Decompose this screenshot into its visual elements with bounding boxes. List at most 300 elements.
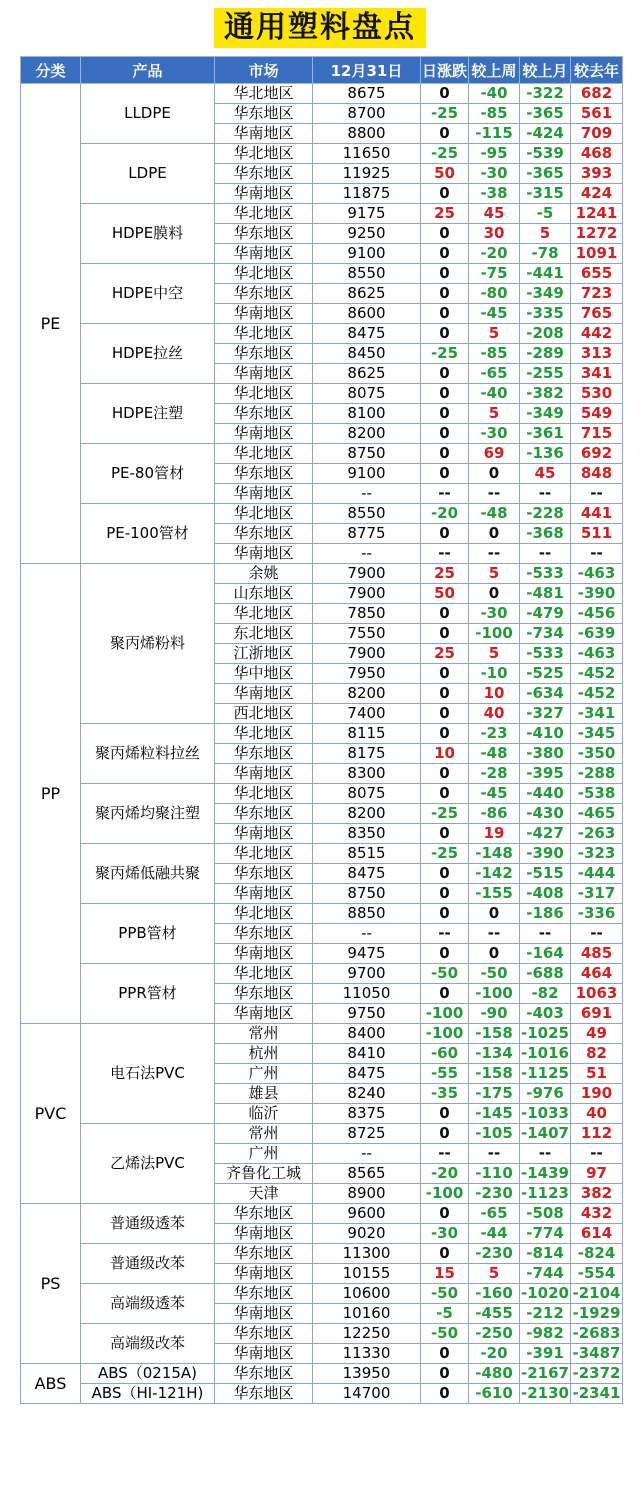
daily-change-cell: 0 <box>421 364 469 384</box>
market-cell: 常州 <box>215 1024 313 1044</box>
market-cell: 华东地区 <box>215 924 313 944</box>
price-cell: 8750 <box>313 444 421 464</box>
price-cell: 8675 <box>313 84 421 104</box>
daily-change-cell: 0 <box>421 664 469 684</box>
vs-last-month-cell: -395 <box>520 764 571 784</box>
daily-change-cell: 50 <box>421 164 469 184</box>
daily-change-cell: 0 <box>421 124 469 144</box>
table-row <box>21 844 623 864</box>
vs-last-year-cell: 313 <box>571 344 623 364</box>
vs-last-year-cell: -538 <box>571 784 623 804</box>
product-cell: 聚丙烯粒料拉丝 <box>81 724 215 784</box>
table-row <box>21 504 623 524</box>
vs-last-week-cell: 5 <box>469 564 520 584</box>
vs-last-month-cell: -508 <box>520 1204 571 1224</box>
price-cell: 9250 <box>313 224 421 244</box>
price-cell: 8475 <box>313 864 421 884</box>
vs-last-week-cell: -20 <box>469 244 520 264</box>
vs-last-year-cell: 49 <box>571 1024 623 1044</box>
vs-last-week-cell: -158 <box>469 1024 520 1044</box>
table-row <box>21 964 623 984</box>
price-cell: 8565 <box>313 1164 421 1184</box>
product-cell: ABS（HI-121H) <box>81 1384 215 1404</box>
daily-change-cell: -- <box>421 1144 469 1164</box>
price-cell: 8100 <box>313 404 421 424</box>
market-cell: 华北地区 <box>215 904 313 924</box>
daily-change-cell: -100 <box>421 1004 469 1024</box>
price-cell: 9175 <box>313 204 421 224</box>
vs-last-month-cell: -- <box>520 484 571 504</box>
table-row <box>21 204 623 224</box>
market-cell: 华南地区 <box>215 944 313 964</box>
vs-last-month-cell: -255 <box>520 364 571 384</box>
vs-last-month-cell: -1125 <box>521 1064 569 1082</box>
vs-last-week-cell: -65 <box>469 364 520 384</box>
daily-change-cell: 0 <box>421 404 469 424</box>
vs-last-month-cell: -335 <box>520 304 571 324</box>
vs-last-month-cell: -774 <box>520 1224 571 1244</box>
vs-last-month-cell: -1123 <box>521 1184 569 1202</box>
daily-change-cell: 0 <box>421 384 469 404</box>
price-cell: 8600 <box>313 304 421 324</box>
vs-last-month-cell: -136 <box>520 444 571 464</box>
daily-change-cell: -25 <box>421 844 469 864</box>
market-cell: 华北地区 <box>215 724 313 744</box>
vs-last-year-cell: -1929 <box>571 1304 623 1324</box>
market-cell: 华东地区 <box>215 1244 313 1264</box>
vs-last-week-cell: 0 <box>469 584 520 604</box>
price-cell: 14700 <box>313 1384 421 1404</box>
price-cell: -- <box>313 924 421 944</box>
price-cell: 11330 <box>313 1344 421 1364</box>
vs-last-month-cell: -365 <box>520 164 571 184</box>
table-row <box>21 1384 623 1404</box>
vs-last-week-cell: -230 <box>469 1244 520 1264</box>
market-cell: 华南地区 <box>215 1004 313 1024</box>
daily-change-cell: 10 <box>421 744 469 764</box>
vs-last-year-cell: 723 <box>571 284 623 304</box>
vs-last-year-cell: 190 <box>571 1084 623 1104</box>
price-cell: 13950 <box>313 1364 421 1384</box>
daily-change-cell: 0 <box>421 1364 469 1384</box>
daily-change-cell: 25 <box>421 204 469 224</box>
vs-last-year-cell: 432 <box>571 1204 623 1224</box>
price-cell: 8115 <box>313 724 421 744</box>
vs-last-week-cell: -145 <box>469 1104 520 1124</box>
vs-last-month-cell: -2130 <box>521 1384 569 1402</box>
table-row <box>21 84 623 104</box>
vs-last-year-cell: -263 <box>571 824 623 844</box>
vs-last-year-cell: -341 <box>571 704 623 724</box>
market-cell: 华南地区 <box>215 764 313 784</box>
vs-last-week-cell: -30 <box>469 604 520 624</box>
header-vs-last-year: 较去年 <box>571 57 623 84</box>
category-cell: PE <box>21 84 81 564</box>
page-title: 通用塑料盘点 <box>214 8 426 48</box>
vs-last-week-cell: -85 <box>469 344 520 364</box>
vs-last-week-cell: -65 <box>469 1204 520 1224</box>
vs-last-month-cell: -479 <box>520 604 571 624</box>
vs-last-month-cell: -533 <box>520 564 571 584</box>
vs-last-year-cell: 112 <box>571 1124 623 1144</box>
price-cell: 11050 <box>313 984 421 1004</box>
vs-last-week-cell: -610 <box>469 1384 520 1404</box>
daily-change-cell: 0 <box>421 764 469 784</box>
vs-last-year-cell: -2341 <box>571 1384 623 1404</box>
vs-last-week-cell: 0 <box>469 524 520 544</box>
vs-last-year-cell: 442 <box>571 324 623 344</box>
vs-last-week-cell: -115 <box>469 124 520 144</box>
price-cell: 8475 <box>313 1064 421 1084</box>
title-bar <box>0 0 640 56</box>
price-cell: 11925 <box>313 164 421 184</box>
table-row <box>21 784 623 804</box>
daily-change-cell: 0 <box>421 824 469 844</box>
daily-change-cell: -20 <box>421 504 469 524</box>
product-cell: 乙烯法PVC <box>81 1124 215 1204</box>
market-cell: 华南地区 <box>215 484 313 504</box>
price-cell: 8200 <box>313 684 421 704</box>
daily-change-cell: -25 <box>421 104 469 124</box>
price-cell: 10160 <box>313 1304 421 1324</box>
market-cell: 华南地区 <box>215 1264 313 1284</box>
price-cell: 8075 <box>313 784 421 804</box>
vs-last-year-cell: -554 <box>571 1264 623 1284</box>
daily-change-cell: -35 <box>421 1084 469 1104</box>
vs-last-year-cell: 1091 <box>571 244 623 264</box>
price-cell: 8450 <box>313 344 421 364</box>
market-cell: 华东地区 <box>215 1284 313 1304</box>
daily-change-cell: -50 <box>421 964 469 984</box>
vs-last-week-cell: -75 <box>469 264 520 284</box>
price-cell: 8900 <box>313 1184 421 1204</box>
vs-last-week-cell: -30 <box>469 164 520 184</box>
daily-change-cell: 0 <box>421 1124 469 1144</box>
vs-last-week-cell: 5 <box>469 1264 520 1284</box>
vs-last-week-cell: -- <box>469 924 520 944</box>
vs-last-year-cell: -345 <box>571 724 623 744</box>
daily-change-cell: -25 <box>421 144 469 164</box>
price-cell: 8750 <box>313 884 421 904</box>
market-cell: 华南地区 <box>215 364 313 384</box>
daily-change-cell: 0 <box>421 1104 469 1124</box>
daily-change-cell: -100 <box>421 1024 469 1044</box>
vs-last-month-cell: -1025 <box>521 1024 569 1042</box>
market-cell: 广州 <box>215 1064 313 1084</box>
vs-last-year-cell: 765 <box>571 304 623 324</box>
header-product: 产品 <box>81 57 215 84</box>
market-cell: 江浙地区 <box>215 644 313 664</box>
price-cell: 9020 <box>313 1224 421 1244</box>
price-cell: 8625 <box>313 364 421 384</box>
daily-change-cell: -30 <box>421 1224 469 1244</box>
vs-last-month-cell: -315 <box>520 184 571 204</box>
vs-last-week-cell: -105 <box>469 1124 520 1144</box>
product-cell: LLDPE <box>81 84 215 144</box>
table-row <box>21 724 623 744</box>
vs-last-month-cell: -- <box>520 924 571 944</box>
market-cell: 华东地区 <box>215 284 313 304</box>
vs-last-year-cell: 424 <box>571 184 623 204</box>
product-cell: 电石法PVC <box>81 1024 215 1124</box>
price-cell: 7900 <box>313 644 421 664</box>
vs-last-year-cell: 549 <box>571 404 623 424</box>
price-cell: 10155 <box>313 1264 421 1284</box>
vs-last-week-cell: -230 <box>469 1184 520 1204</box>
vs-last-week-cell: -- <box>469 1144 520 1164</box>
market-cell: 华东地区 <box>215 104 313 124</box>
daily-change-cell: 0 <box>421 884 469 904</box>
daily-change-cell: 0 <box>421 84 469 104</box>
vs-last-year-cell: -2372 <box>571 1364 623 1384</box>
vs-last-month-cell: -380 <box>520 744 571 764</box>
vs-last-week-cell: 0 <box>469 904 520 924</box>
vs-last-year-cell: 848 <box>571 464 623 484</box>
price-cell: 8350 <box>313 824 421 844</box>
vs-last-year-cell: 97 <box>571 1164 623 1184</box>
vs-last-week-cell: -134 <box>469 1044 520 1064</box>
market-cell: 华中地区 <box>215 664 313 684</box>
vs-last-week-cell: -45 <box>469 784 520 804</box>
vs-last-year-cell: 561 <box>571 104 623 124</box>
market-cell: 雄县 <box>215 1084 313 1104</box>
market-cell: 华东地区 <box>215 1384 313 1404</box>
vs-last-month-cell: 45 <box>520 464 571 484</box>
market-cell: 余姚 <box>215 564 313 584</box>
price-cell: 8300 <box>313 764 421 784</box>
daily-change-cell: 0 <box>421 184 469 204</box>
vs-last-week-cell: -158 <box>469 1064 520 1084</box>
daily-change-cell: 50 <box>421 584 469 604</box>
vs-last-month-cell: -744 <box>520 1264 571 1284</box>
vs-last-year-cell: -639 <box>571 624 623 644</box>
table-row <box>21 1324 623 1344</box>
daily-change-cell: 0 <box>421 864 469 884</box>
category-cell: PVC <box>21 1024 81 1204</box>
table-row <box>21 1024 623 1044</box>
vs-last-week-cell: -23 <box>469 724 520 744</box>
market-cell: 华东地区 <box>215 224 313 244</box>
market-cell: 华南地区 <box>215 884 313 904</box>
price-cell: 8775 <box>313 524 421 544</box>
vs-last-year-cell: -3487 <box>571 1344 623 1364</box>
market-cell: 华北地区 <box>215 844 313 864</box>
vs-last-year-cell: 40 <box>571 1104 623 1124</box>
vs-last-week-cell: -155 <box>469 884 520 904</box>
vs-last-year-cell: 614 <box>571 1224 623 1244</box>
table-row <box>21 564 623 584</box>
market-cell: 华东地区 <box>215 164 313 184</box>
vs-last-week-cell: -80 <box>469 284 520 304</box>
vs-last-month-cell: -- <box>520 1144 571 1164</box>
vs-last-year-cell: 530 <box>571 384 623 404</box>
daily-change-cell: 0 <box>421 944 469 964</box>
vs-last-week-cell: -50 <box>469 964 520 984</box>
market-cell: 华北地区 <box>215 964 313 984</box>
vs-last-week-cell: -40 <box>469 384 520 404</box>
market-cell: 华东地区 <box>215 344 313 364</box>
daily-change-cell: 25 <box>421 644 469 664</box>
daily-change-cell: 0 <box>421 1344 469 1364</box>
vs-last-year-cell: -- <box>571 924 623 944</box>
vs-last-week-cell: -95 <box>469 144 520 164</box>
vs-last-year-cell: -2683 <box>571 1324 623 1344</box>
vs-last-month-cell: -533 <box>520 644 571 664</box>
vs-last-year-cell: -465 <box>571 804 623 824</box>
vs-last-month-cell: -2167 <box>521 1364 569 1382</box>
price-cell: 8800 <box>313 124 421 144</box>
vs-last-year-cell: -336 <box>571 904 623 924</box>
market-cell: 华东地区 <box>215 984 313 1004</box>
vs-last-week-cell: -100 <box>469 984 520 1004</box>
product-cell: 聚丙烯低融共聚 <box>81 844 215 904</box>
product-cell: PPR管材 <box>81 964 215 1024</box>
daily-change-cell: -- <box>421 924 469 944</box>
price-cell: 11300 <box>313 1244 421 1264</box>
vs-last-month-cell: -481 <box>520 584 571 604</box>
price-cell: 12250 <box>313 1324 421 1344</box>
vs-last-week-cell: -48 <box>469 744 520 764</box>
vs-last-week-cell: -10 <box>469 664 520 684</box>
market-cell: 华北地区 <box>215 504 313 524</box>
daily-change-cell: 0 <box>421 1244 469 1264</box>
market-cell: 华南地区 <box>215 1304 313 1324</box>
price-cell: 9600 <box>313 1204 421 1224</box>
market-cell: 华南地区 <box>215 424 313 444</box>
daily-change-cell: 0 <box>421 904 469 924</box>
price-cell: 11650 <box>313 144 421 164</box>
market-cell: 齐鲁化工城 <box>215 1164 313 1184</box>
product-cell: 聚丙烯粉料 <box>81 564 215 724</box>
price-cell: 8700 <box>313 104 421 124</box>
daily-change-cell: 0 <box>421 324 469 344</box>
vs-last-week-cell: -160 <box>469 1284 520 1304</box>
daily-change-cell: 0 <box>421 984 469 1004</box>
daily-change-cell: 0 <box>421 524 469 544</box>
vs-last-week-cell: 0 <box>469 944 520 964</box>
table-row <box>21 1284 623 1304</box>
daily-change-cell: 0 <box>421 284 469 304</box>
vs-last-month-cell: -382 <box>520 384 571 404</box>
table-body <box>21 84 623 1404</box>
price-cell: 10600 <box>313 1284 421 1304</box>
price-cell: 7900 <box>313 584 421 604</box>
market-cell: 华北地区 <box>215 204 313 224</box>
vs-last-year-cell: 485 <box>571 944 623 964</box>
market-cell: 华南地区 <box>215 244 313 264</box>
vs-last-year-cell: -824 <box>571 1244 623 1264</box>
vs-last-month-cell: -427 <box>520 824 571 844</box>
table-row <box>21 324 623 344</box>
price-cell: 8400 <box>313 1024 421 1044</box>
table-row <box>21 384 623 404</box>
vs-last-week-cell: -28 <box>469 764 520 784</box>
table-row <box>21 1124 623 1144</box>
daily-change-cell: 0 <box>421 684 469 704</box>
product-cell: LDPE <box>81 144 215 204</box>
vs-last-month-cell: -322 <box>520 84 571 104</box>
vs-last-year-cell: 51 <box>571 1064 623 1084</box>
price-cell: -- <box>313 1144 421 1164</box>
vs-last-year-cell: -2104 <box>571 1284 623 1304</box>
vs-last-week-cell: -- <box>469 544 520 564</box>
price-cell: -- <box>313 544 421 564</box>
table-row <box>21 144 623 164</box>
vs-last-week-cell: -148 <box>469 844 520 864</box>
price-cell: 8550 <box>313 264 421 284</box>
vs-last-week-cell: 30 <box>469 224 520 244</box>
vs-last-year-cell: -456 <box>571 604 623 624</box>
market-cell: 杭州 <box>215 1044 313 1064</box>
vs-last-year-cell: -390 <box>571 584 623 604</box>
vs-last-week-cell: -86 <box>469 804 520 824</box>
vs-last-week-cell: -480 <box>469 1364 520 1384</box>
vs-last-year-cell: -317 <box>571 884 623 904</box>
market-cell: 华北地区 <box>215 324 313 344</box>
vs-last-month-cell: -1020 <box>521 1284 569 1302</box>
market-cell: 华北地区 <box>215 84 313 104</box>
daily-change-cell: -55 <box>421 1064 469 1084</box>
price-cell: 8410 <box>313 1044 421 1064</box>
vs-last-year-cell: 682 <box>571 84 623 104</box>
vs-last-month-cell: -391 <box>520 1344 571 1364</box>
daily-change-cell: 0 <box>421 704 469 724</box>
vs-last-month-cell: -410 <box>520 724 571 744</box>
vs-last-month-cell: -164 <box>520 944 571 964</box>
vs-last-month-cell: -- <box>520 544 571 564</box>
daily-change-cell: 0 <box>421 264 469 284</box>
vs-last-year-cell: -- <box>571 1144 623 1164</box>
vs-last-week-cell: 45 <box>469 204 520 224</box>
market-cell: 山东地区 <box>215 584 313 604</box>
header-vs-last-month: 较上月 <box>520 57 571 84</box>
vs-last-month-cell: -1407 <box>521 1124 569 1142</box>
vs-last-year-cell: 1063 <box>571 984 623 1004</box>
vs-last-week-cell: -38 <box>469 184 520 204</box>
vs-last-month-cell: -82 <box>520 984 571 1004</box>
vs-last-month-cell: -349 <box>520 284 571 304</box>
market-cell: 东北地区 <box>215 624 313 644</box>
vs-last-year-cell: 341 <box>571 364 623 384</box>
vs-last-week-cell: -455 <box>469 1304 520 1324</box>
price-cell: 11875 <box>313 184 421 204</box>
vs-last-month-cell: -365 <box>520 104 571 124</box>
vs-last-year-cell: 715 <box>571 424 623 444</box>
daily-change-cell: -5 <box>421 1304 469 1324</box>
market-cell: 华东地区 <box>215 804 313 824</box>
vs-last-year-cell: 441 <box>571 504 623 524</box>
vs-last-month-cell: -430 <box>520 804 571 824</box>
product-cell: HDPE中空 <box>81 264 215 324</box>
header-category: 分类 <box>21 57 81 84</box>
product-cell: PE-100管材 <box>81 504 215 564</box>
vs-last-year-cell: -- <box>571 544 623 564</box>
vs-last-month-cell: -424 <box>520 124 571 144</box>
vs-last-year-cell: 393 <box>571 164 623 184</box>
price-cell: 8550 <box>313 504 421 524</box>
vs-last-month-cell: -634 <box>520 684 571 704</box>
price-cell: 7550 <box>313 624 421 644</box>
daily-change-cell: -25 <box>421 344 469 364</box>
daily-change-cell: -25 <box>421 804 469 824</box>
vs-last-year-cell: 82 <box>571 1044 623 1064</box>
vs-last-month-cell: 5 <box>520 224 571 244</box>
market-cell: 华东地区 <box>215 404 313 424</box>
daily-change-cell: 0 <box>421 724 469 744</box>
price-cell: 8725 <box>313 1124 421 1144</box>
daily-change-cell: 0 <box>421 1204 469 1224</box>
market-cell: 华南地区 <box>215 304 313 324</box>
